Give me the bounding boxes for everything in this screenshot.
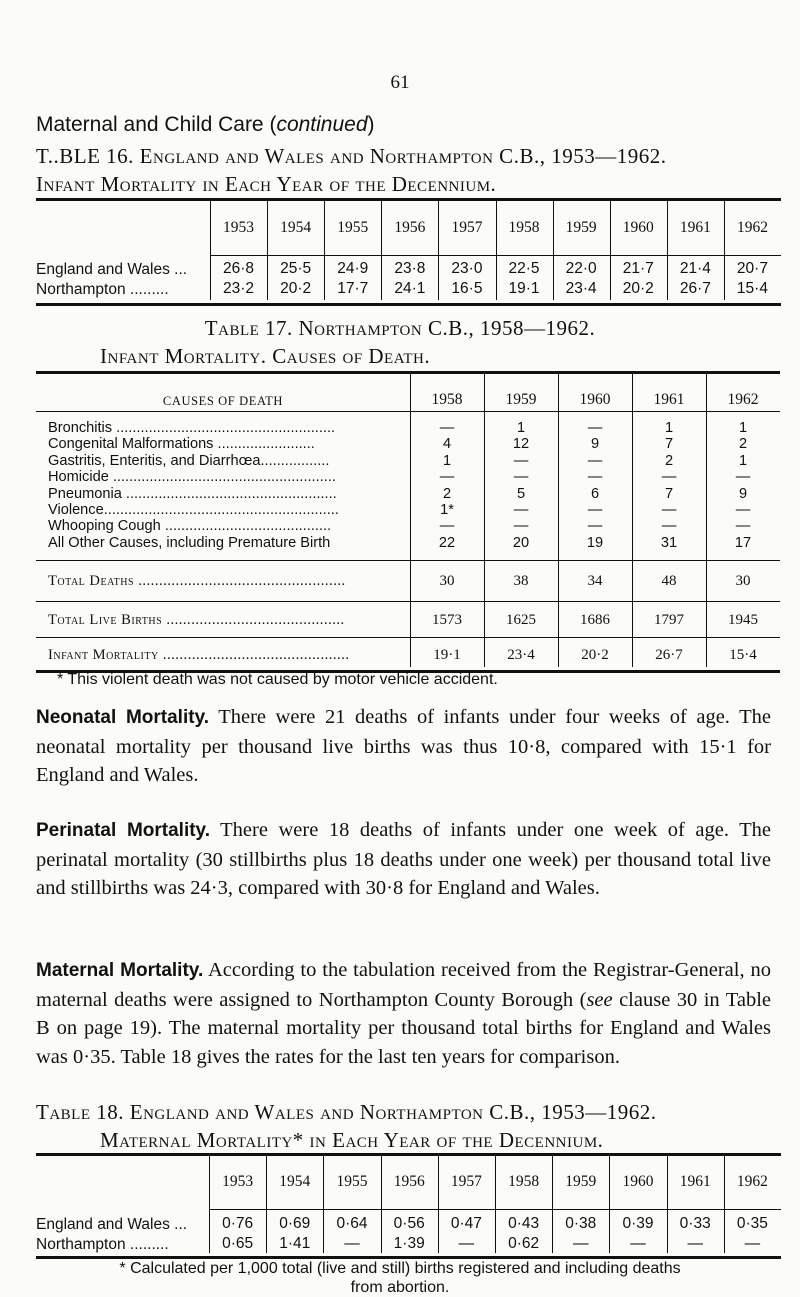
year-header: 1958 bbox=[508, 219, 540, 236]
table-cell: 1 bbox=[738, 452, 748, 469]
table-cell: 0·43 bbox=[508, 1215, 540, 1232]
table-cell: — bbox=[439, 469, 455, 486]
section-heading-close: ) bbox=[367, 113, 375, 136]
table16-title-line2: Infant Mortality in Each Year of the Decennium. bbox=[36, 172, 497, 196]
table17-header-label: CAUSES OF DEATH bbox=[162, 394, 284, 408]
table-cell: — bbox=[735, 502, 751, 518]
table-cell: 0·47 bbox=[450, 1215, 482, 1232]
table-cell: 20·2 bbox=[622, 280, 654, 297]
table18-footnote-line2: from abortion. bbox=[350, 1279, 450, 1296]
table-cell: 0·69 bbox=[279, 1215, 311, 1232]
maternal-lead: Maternal Mortality. bbox=[36, 960, 204, 981]
table-cell: 22·0 bbox=[565, 260, 597, 277]
table-cell: 9 bbox=[738, 485, 748, 502]
year-header: 1958 bbox=[431, 391, 463, 408]
table18-footnote bbox=[0, 1259, 800, 1297]
total-cell: 19·1 bbox=[433, 647, 461, 663]
table-cell: — bbox=[513, 469, 529, 486]
table-cell: 2 bbox=[664, 452, 674, 469]
table-cell: 7 bbox=[664, 436, 674, 453]
table-cell: 20 bbox=[512, 534, 530, 551]
table18-row-label: England and Wales ... bbox=[36, 1216, 188, 1233]
table-cell: 9 bbox=[590, 436, 600, 453]
cause-label: Gastritis, Enteritis, and Diarrhœa................. bbox=[48, 452, 330, 469]
table-cell: 0·76 bbox=[222, 1215, 254, 1232]
table-cell: 19 bbox=[586, 534, 604, 551]
year-header: 1959 bbox=[565, 219, 597, 236]
table-cell: 2 bbox=[738, 436, 748, 453]
perinatal-paragraph bbox=[36, 816, 771, 903]
total-cell: 20·2 bbox=[581, 647, 609, 663]
year-header: 1962 bbox=[727, 391, 759, 408]
table18-title-line1: Table 18. England and Wales and Northampton C.B., 1953—1962. bbox=[36, 1100, 657, 1124]
year-header: 1961 bbox=[653, 391, 685, 408]
table-cell: 7 bbox=[664, 485, 674, 502]
table-cell: 20·7 bbox=[736, 260, 768, 277]
year-header: 1960 bbox=[622, 1173, 654, 1190]
table-cell: 16·5 bbox=[451, 280, 483, 297]
table-cell: 15·4 bbox=[736, 280, 768, 297]
year-header: 1953 bbox=[223, 219, 255, 236]
table-cell: 25·5 bbox=[280, 260, 312, 277]
maternal-text-1: According to the tabulation received from the Registrar-General, no maternal deaths were assigned to Northampton County Borough ( bbox=[36, 959, 771, 1011]
table-cell: — bbox=[573, 1235, 589, 1252]
total-cell: 1573 bbox=[432, 612, 462, 628]
table18 bbox=[36, 1153, 781, 1259]
table16-row-label: Northampton ......... bbox=[36, 281, 169, 298]
page-number: 61 bbox=[390, 72, 410, 93]
table-cell: — bbox=[744, 1235, 761, 1252]
table18-title-line2: Maternal Mortality* in Each Year of the Decennium. bbox=[100, 1128, 604, 1152]
maternal-see: see bbox=[586, 988, 613, 1011]
table-cell: 2 bbox=[442, 485, 452, 502]
table-cell: 5 bbox=[516, 485, 526, 502]
table-cell: — bbox=[587, 469, 603, 486]
year-header: 1956 bbox=[393, 1173, 425, 1190]
section-heading-text: Maternal and Child Care ( bbox=[36, 113, 277, 136]
year-header: 1954 bbox=[280, 219, 312, 236]
cause-label: All Other Causes, including Premature Birth bbox=[48, 534, 331, 551]
year-header: 1959 bbox=[505, 391, 537, 408]
table-cell: — bbox=[661, 518, 677, 535]
total-label: Total Deaths .................................................. bbox=[48, 573, 346, 589]
table17-title-line2: Infant Mortality. Causes of Death. bbox=[100, 344, 431, 368]
table-cell: 0·35 bbox=[736, 1215, 768, 1232]
table16 bbox=[36, 198, 781, 306]
total-cell: 26·7 bbox=[655, 647, 683, 663]
table-cell: — bbox=[587, 502, 603, 518]
table-cell: 1* bbox=[440, 502, 454, 518]
year-header: 1962 bbox=[736, 219, 768, 236]
table-cell: 1 bbox=[442, 452, 452, 469]
table-cell: — bbox=[439, 420, 455, 436]
table-cell: 6 bbox=[590, 485, 600, 502]
table18-row-label: Northampton ......... bbox=[36, 1236, 169, 1253]
maternal-text-2: clause 30 in Table B on page 19). The maternal mortality per thousand total births for England and Wales was 0·35. Table 18 gives the rates for the last ten years for comparison. bbox=[36, 988, 772, 1068]
table-cell: 1·39 bbox=[393, 1235, 425, 1252]
cause-label: Pneumonia .................................................... bbox=[48, 485, 337, 502]
section-heading-italic: continued bbox=[276, 113, 368, 136]
table-cell: — bbox=[735, 469, 751, 486]
year-header: 1960 bbox=[622, 219, 654, 236]
perinatal-lead: Perinatal Mortality. bbox=[36, 820, 210, 841]
year-header: 1962 bbox=[736, 1173, 768, 1190]
table-cell: 12 bbox=[512, 436, 530, 453]
total-cell: 38 bbox=[513, 573, 529, 589]
table-cell: 1 bbox=[738, 420, 748, 436]
total-cell: 15·4 bbox=[729, 647, 757, 663]
table-cell: — bbox=[513, 452, 529, 469]
table-cell: — bbox=[458, 1235, 475, 1252]
table-cell: — bbox=[513, 502, 529, 518]
section-heading bbox=[36, 113, 375, 137]
total-cell: 1945 bbox=[728, 612, 758, 628]
neonatal-lead: Neonatal Mortality. bbox=[36, 707, 209, 728]
table16-row-label: England and Wales ... bbox=[36, 261, 188, 278]
table-cell: — bbox=[687, 1235, 703, 1252]
table-cell: — bbox=[735, 518, 751, 535]
table-cell: 23·4 bbox=[565, 280, 597, 297]
total-cell: 30 bbox=[439, 573, 455, 589]
year-header: 1955 bbox=[336, 1173, 368, 1190]
table-cell: — bbox=[661, 469, 677, 486]
total-cell: 48 bbox=[661, 573, 677, 589]
neonatal-text: There were 21 deaths of infants under four weeks of age. The neonatal mortality per thousand live births was thus 10·8, compared with 15·1 for England and Wales. bbox=[36, 706, 771, 786]
total-cell: 1625 bbox=[506, 612, 536, 628]
table-cell: 22 bbox=[438, 534, 456, 551]
table-cell: 0·33 bbox=[679, 1215, 711, 1232]
cause-label: Violence.......................................................... bbox=[48, 502, 339, 519]
total-cell: 30 bbox=[735, 573, 751, 589]
year-header: 1960 bbox=[579, 391, 611, 408]
year-header: 1956 bbox=[394, 219, 426, 236]
table-cell: 0·56 bbox=[393, 1215, 425, 1232]
table-cell: 0·39 bbox=[622, 1215, 654, 1232]
table-cell: 21·4 bbox=[679, 260, 711, 277]
table17 bbox=[36, 371, 780, 673]
cause-label: Whooping Cough ......................................... bbox=[48, 518, 332, 535]
year-header: 1961 bbox=[679, 219, 711, 236]
table17-footnote: * This violent death was not caused by motor vehicle accident. bbox=[57, 671, 498, 688]
table-cell: 1 bbox=[664, 420, 674, 436]
table-cell: — bbox=[587, 518, 603, 535]
table-cell: 0·38 bbox=[565, 1215, 597, 1232]
table-cell: 19·1 bbox=[508, 280, 540, 297]
year-header: 1953 bbox=[222, 1173, 254, 1190]
table-cell: 23·0 bbox=[451, 260, 483, 277]
table-cell: 1·41 bbox=[279, 1235, 311, 1252]
table-cell: 24·9 bbox=[337, 260, 369, 277]
table-cell: 4 bbox=[442, 436, 452, 453]
year-header: 1957 bbox=[450, 1173, 482, 1190]
table-cell: 0·62 bbox=[508, 1235, 540, 1252]
year-header: 1954 bbox=[279, 1173, 311, 1190]
table-cell: — bbox=[439, 518, 455, 535]
table-cell: 22·5 bbox=[508, 260, 540, 277]
table-cell: 17·7 bbox=[337, 280, 369, 297]
year-header: 1955 bbox=[337, 219, 369, 236]
cause-label: Bronchitis ...................................................... bbox=[48, 420, 336, 436]
total-cell: 23·4 bbox=[507, 647, 535, 663]
table-cell: 23·2 bbox=[223, 280, 255, 297]
table16-title-line1: T..BLE 16. England and Wales and Northampton C.B., 1953—1962. bbox=[36, 144, 667, 168]
table-cell: — bbox=[587, 420, 603, 436]
table-cell: 20·2 bbox=[280, 280, 312, 297]
table-cell: 0·65 bbox=[222, 1235, 254, 1252]
table-cell: — bbox=[344, 1235, 360, 1252]
total-label: Total Live Births ........................................... bbox=[48, 612, 345, 628]
year-header: 1961 bbox=[679, 1173, 711, 1190]
total-label: Infant Mortality ............................................. bbox=[48, 647, 350, 663]
year-header: 1959 bbox=[565, 1173, 597, 1190]
table-cell: 21·7 bbox=[622, 260, 654, 277]
table18-footnote-line1: * Calculated per 1,000 total (live and still) births registered and including deaths bbox=[119, 1260, 681, 1277]
cause-label: Congenital Malformations ........................ bbox=[48, 436, 315, 453]
table-cell: — bbox=[661, 502, 677, 518]
cause-label: Homicide ....................................................... bbox=[48, 469, 336, 486]
year-header: 1958 bbox=[508, 1173, 540, 1190]
table-cell: 26·7 bbox=[679, 280, 711, 297]
table-cell: 0·64 bbox=[336, 1215, 368, 1232]
total-cell: 1686 bbox=[580, 612, 610, 628]
table-cell: — bbox=[513, 518, 529, 535]
table-cell: 1 bbox=[516, 420, 526, 436]
table-cell: 23·8 bbox=[394, 260, 426, 277]
table-cell: 17 bbox=[734, 534, 752, 551]
year-header: 1957 bbox=[451, 219, 483, 236]
table-cell: 26·8 bbox=[223, 260, 255, 277]
table-cell: 24·1 bbox=[394, 280, 426, 297]
table-cell: 31 bbox=[660, 534, 678, 551]
maternal-paragraph bbox=[36, 956, 771, 1071]
neonatal-paragraph bbox=[36, 703, 771, 790]
table17-title-line1: Table 17. Northampton C.B., 1958—1962. bbox=[204, 316, 596, 340]
total-cell: 34 bbox=[587, 573, 603, 589]
perinatal-text: There were 18 deaths of infants under one week of age. The perinatal mortality (30 stillbirths plus 18 deaths under one week) per thousand total live and stillbirths was 24·3, compared with 30·8 for England and Wales. bbox=[36, 819, 771, 899]
table-cell: — bbox=[630, 1235, 646, 1252]
total-cell: 1797 bbox=[654, 612, 684, 628]
table-cell: — bbox=[587, 452, 603, 469]
